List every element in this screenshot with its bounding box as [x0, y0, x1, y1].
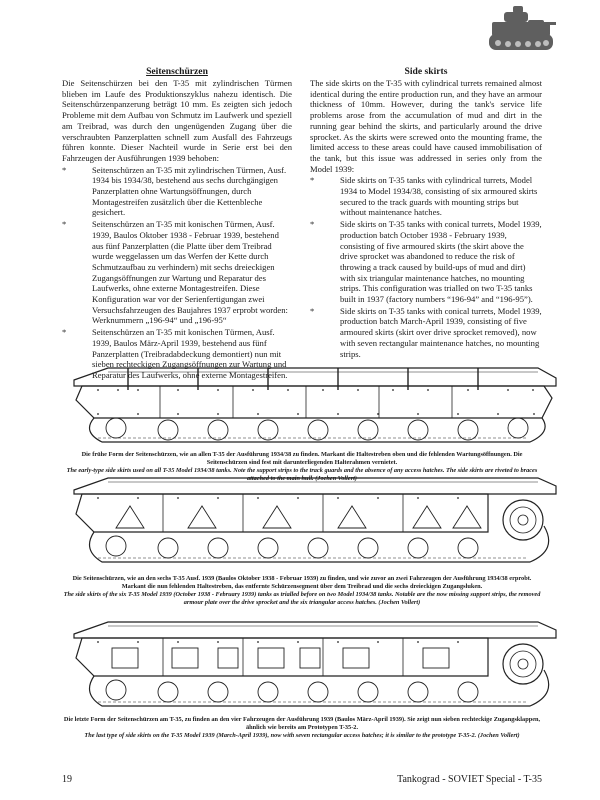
- tank-thumbnail: [484, 0, 556, 68]
- side-skirt-drawing-model-1939-early: [68, 470, 558, 570]
- caption-model-1939-late: [62, 716, 542, 740]
- english-bullet-3: [310, 306, 542, 360]
- bullet-marker: *: [62, 327, 67, 338]
- caption-english: The early-type side skirts used on all T-35 Model 1934/38 tanks. Note the support strips to the track guards and the absence of any access hatches. The side skirts are riveted to braces attached to the main hull. (Jochen Vollert): [66, 467, 538, 482]
- english-intro: The side skirts on the T-35 with cylindrical turrets remained almost identical during the entire production run, and they have an armour thickness of 10mm. However, during the tank's service life problems arose from the accumulation of mud and dirt in the running gear behind the skirts, and particularly around the drive sprocket. As the skirts were screwed onto the mounting frame, the limited access to these areas could have caused immobilisation of the tank, but this issue was addressed in series only from the Model 1939:: [310, 78, 542, 174]
- caption-german: Die letzte Form der Seitenschürzen am T-35, zu finden an den vier Fahrzeugen der Ausführung 1939 (Baulos März-April 1939). Sie zeigt nun sieben rechteckige Zugangsklappen, ähnlich wie bereits am Prototypen T-35-2.: [63, 716, 541, 731]
- bullet-marker: *: [62, 219, 67, 230]
- english-bullet-2: [310, 219, 542, 305]
- page-number: 19: [62, 774, 72, 785]
- bullet-marker: *: [310, 219, 315, 230]
- german-intro: Die Seitenschürzen bei den T-35 mit zylindrischen Türmen blieben im Laufe des Produktionszyklus nahezu identisch. Die Seitenschürzenpanzerung beträgt 10 mm. Es zeigten sich jedoch Probleme mit dem Aufbau von Schmutz im Laufwerk und speziell am Treibrad, was durch den ungenügenden Zugang über die verschraubten Panzerplatten schnell zum Ausfall des Fahrzeugs führen konnte. Dieser Nachteil wurde in Serie erst bei den Fahrzeugen der Ausführungen 1939 behoben:: [62, 78, 292, 163]
- caption-english: The last type of side skirts on the T-35 Model 1939 (March-April 1939), now with seven rectangular access hatches; it is similar to the prototype T-35-2. (Jochen Vollert): [84, 732, 520, 739]
- english-bullet-text: Side skirts on T-35 tanks with conical turrets, Model 1939, production batch March-April 1939, consisting of five armoured skirts (skirt over drive sprocket removed), now with seven rectangular maintenance hatches, no mounting strips.: [340, 305, 542, 359]
- english-bullet-1: [310, 175, 542, 218]
- german-bullet-text: Seitenschürzen an T-35 mit konischen Türmen, Ausf. 1939, Baulos Oktober 1938 - Februar 1939, bestehend aus fünf Panzerplatten (die Platte über dem Treibrad wurde weggelassen um das Werfen der Kette durch Schmutzaufbau zu verhindern) mit sechs dreieckigen Zugangsöffnungen zur Wartung und Reparatur des Laufwerks, ohne externe Montagestreifen. Diese Konfiguration war vor der Serienfertigungan zwei Versuchsfahrzeugen des Baujahres 1937 erprobt worden: Werknummern „196-94“ und „196-95“: [92, 219, 288, 326]
- german-heading: Seitenschürzen: [146, 66, 208, 77]
- publication-title: Tankograd - SOVIET Special - T-35: [397, 774, 542, 785]
- german-bullet-2: [62, 219, 292, 326]
- english-bullet-text: Side skirts on T-35 tanks with conical turrets, Model 1939, production batch October 1938 - February 1939, consisting of five armoured skirts (the skirt above the drive sprocket was abandoned to reduce the risk of throwing a track caused by build-ups of mud and dirt) with six triangular maintenance hatches, no mounting strips. This configuration was trialled on two T-35 tanks built in 1937 (factory numbers “196-94” and “196-95”).: [340, 219, 542, 305]
- caption-english: The side skirts of the six T-35 Model 1939 (October 1938 - February 1939) tanks as trialled before on two Model 1934/38 tanks. Notable are the now missing support strips, the removed armour plate over the drive sprocket and the six triangular access hatches. (Jochen Vollert): [63, 591, 541, 606]
- caption-german: Die frühe Form der Seitenschürzen, wie an allen T-35 der Ausführung 1934/38 zu finden. Markant die Haltestreben oben und die fehlenden Wartungsöffnungen. Die Seitenschürzen sind fest mit darunterliegenden Halterahmen vernietet.: [81, 451, 523, 466]
- bullet-marker: *: [310, 305, 315, 316]
- english-bullet-text: Side skirts on T-35 tanks with cylindrical turrets, Model 1934 to Model 1934/38, consisting of six armoured skirts secured to the track guards with mounting strips but without maintenance hatches.: [340, 175, 538, 218]
- bullet-marker: *: [62, 164, 67, 175]
- german-bullet-text: Seitenschürzen an T-35 mit konischen Türmen, Ausf. 1939, Baulos März-April 1939, bestehend aus fünf Panzerplatten (Treibradabdeckung demontiert) nun mit sieben rechteckigen Zugangsöffnungen zur Wartung und Reparatur des Laufwerks, ohne externe Montagestreifen.: [92, 327, 288, 380]
- side-skirt-drawing-model-1939-late: [68, 614, 558, 714]
- caption-model-1939-early: [62, 575, 542, 607]
- bullet-marker: *: [310, 175, 315, 186]
- caption-german: Die Seitenschürzen, wie an den sechs T-35 Ausf. 1939 (Baulos Oktober 1938 - Februar 1939) zu finden, und wie zuvor an zwei Fahrzeugen der Ausführung 1934/38 erprobt. Markant die nun fehlenden Haltestreben, das entfernte Schürzensegment über dem Treibrad und die sechs dreieckigen Zugangsluken.: [72, 575, 532, 590]
- english-text-column: [310, 66, 542, 359]
- german-bullet-1: [62, 165, 292, 219]
- side-skirt-drawing-early: [68, 356, 558, 446]
- german-bullet-text: Seitenschürzen an T-35 mit zylindrischen Türmen, Ausf. 1934 bis 1934/38, bestehend aus sechs durchgängigen Panzerplatten ohne Wartungsöffnungen, durch Montagestreifen zusätzlich über die Kettenbleche gesichert.: [92, 164, 287, 218]
- german-text-column: [62, 66, 292, 381]
- english-heading: Side skirts: [404, 66, 448, 77]
